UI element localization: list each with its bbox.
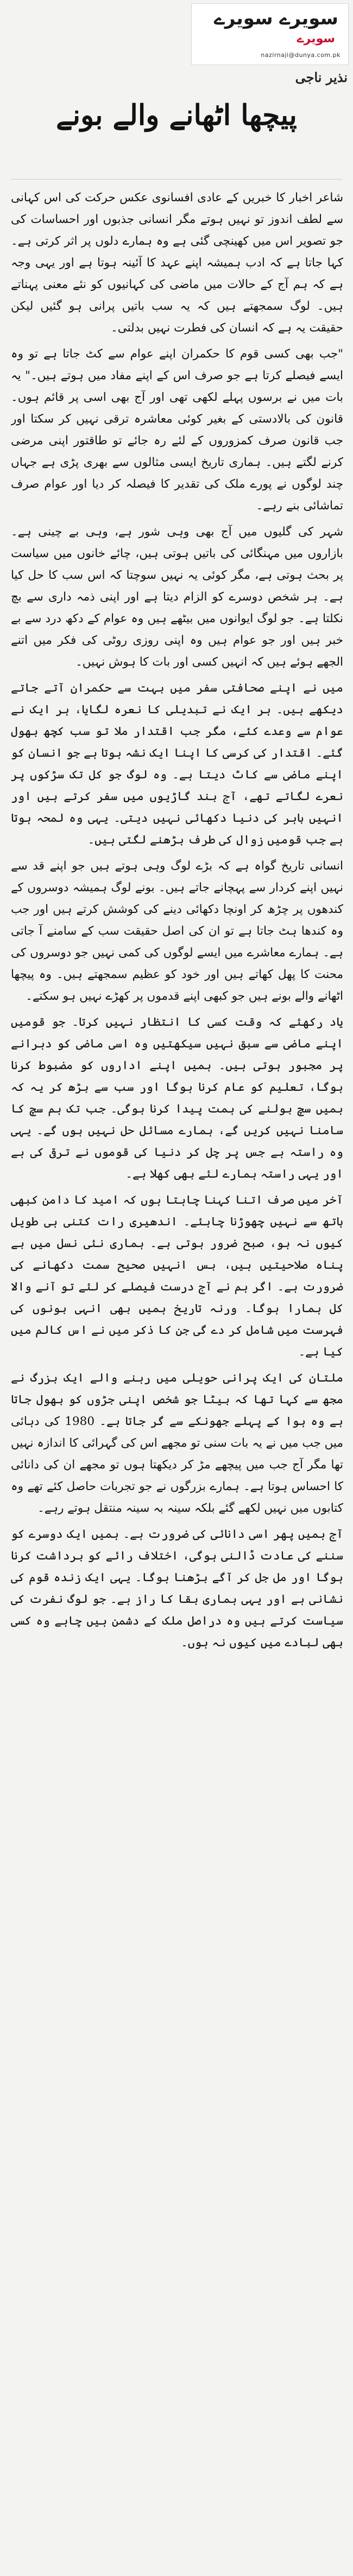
header-divider [11,179,342,180]
article-paragraph: میں نے اپنے صحافتی سفر میں بہت سے حکمران آتے جاتے دیکھے ہیں۔ ہر ایک نے تبدیلی کا نعرہ لگایا، ہر ایک نے عوام سے وعدے کئے، مگر جب اقتدار ملا تو سب کچھ بھول گئے۔ اقتدار کی کرسی کا اپنا ایک نشہ ہوتا ہے جو انسان کو اپنے ماضی سے کاٹ دیتا ہے۔ وہ لوگ جو کل تک سڑکوں پر نعرے لگاتے تھے، آج بند گاڑیوں میں سفر کرتے ہیں اور انہیں باہر کی دنیا دکھائی نہیں دیتی۔ یہی وہ لمحہ ہوتا ہے جب قومیں زوال کی طرف بڑھنے لگتی ہیں۔ [11,681,343,847]
article-paragraph: آج ہمیں پھر اسی دانائی کی ضرورت ہے۔ ہمیں ایک دوسرے کو سننے کی عادت ڈالنی ہوگی، اختلاف رائے کو برداشت کرنا ہوگا اور مل جل کر آگے بڑھنا ہوگا۔ یہی ایک زندہ قوم کی نشانی ہے اور یہی ہماری بقا کا راز ہے۔ جو لوگ نفرت کی سیاست کرتے ہیں وہ دراصل ملک کے دشمن ہیں چاہے وہ کسی بھی لبادے میں کیوں نہ ہوں۔ [11,1527,343,1650]
article-paragraph: یاد رکھئے کہ وقت کسی کا انتظار نہیں کرتا۔ جو قومیں اپنے ماضی سے سبق نہیں سیکھتیں وہ اسی ماضی کو دہرانے پر مجبور ہوتی ہیں۔ ہمیں اپنے اداروں کو مضبوط کرنا ہوگا، تعلیم کو عام کرنا ہوگا اور سب سے بڑھ کر یہ کہ ہمیں سچ بولنے کی ہمت پیدا کرنا ہوگی۔ جب تک ہم سچ کا سامنا نہیں کریں گے، ہمارے مسائل حل نہیں ہوں گے۔ یہی وہ راستہ ہے جس پر چل کر دنیا کی قوموں نے ترقی کی ہے اور یہی راستہ ہمارے لئے بھی کھلا ہے۔ [11,1015,343,1181]
column-tag: سویرے [297,32,335,46]
article-paragraph: ملتان کی ایک پرانی حویلی میں رہنے والے ایک بزرگ نے مجھ سے کہا تھا کہ بیٹا جو شخص اپنی جڑوں کو بھول جاتا ہے وہ ہوا کے پہلے جھونکے سے گر جاتا ہے۔ 1980 کی دہائی میں جب میں نے یہ بات سنی تو مجھے اس کی گہرائی کا اندازہ نہیں تھا مگر آج جب میں پیچھے مڑ کر دیکھتا ہوں تو مجھے ان کی دانائی کا احساس ہوتا ہے۔ ہمارے بزرگوں نے جو تجربات حاصل کئے تھے وہ کتابوں میں نہیں لکھے گئے بلکہ سینہ بہ سینہ منتقل ہوتے رہے۔ [11,1371,343,1515]
article-paragraph: شہر کی گلیوں میں آج بھی وہی شور ہے، وہی بے چینی ہے۔ بازاروں میں مہنگائی کی باتیں ہوتی ہیں، چائے خانوں میں سیاست پر بحث ہوتی ہے، مگر کوئی یہ نہیں سوچتا کہ اس سب کا حل کیا ہے۔ ہر شخص دوسرے کو الزام دیتا ہے اور اپنی ذمہ داری سے بچ نکلتا ہے۔ جو لوگ ایوانوں میں بیٹھے ہیں وہ عوام کے دکھ درد سے بے خبر ہیں اور جو عوام ہیں وہ اپنی روزی روٹی کی فکر میں اتنے الجھے ہوئے ہیں کہ انہیں کسی اور بات کا ہوش نہیں۔ [11,525,343,669]
article-title: پیچھا اٹھانے والے بونے [56,99,297,132]
article-paragraph: آخر میں صرف اتنا کہنا چاہتا ہوں کہ امید کا دامن کبھی ہاتھ سے نہیں چھوڑنا چاہئے۔ اندھیری رات کتنی ہی طویل کیوں نہ ہو، صبح ضرور ہوتی ہے۔ ہماری نئی نسل میں بے پناہ صلاحیتیں ہیں، بس انہیں صحیح سمت دکھانے کی ضرورت ہے۔ اگر ہم نے آج درست فیصلے کر لئے تو آنے والا کل ہمارا ہوگا۔ ورنہ تاریخ ہمیں بھی انہی بونوں کی فہرست میں شامل کر دے گی جن کا ذکر میں نے اس کالم میں کیا ہے۔ [11,1193,343,1359]
article-body [11,187,343,2568]
author-email[interactable]: nazirnaji@dunya.com.pk [261,52,341,59]
column-logo [191,3,349,65]
article-paragraph: "جب بھی کسی قوم کا حکمران اپنے عوام سے کٹ جاتا ہے تو وہ ایسے فیصلے کرتا ہے جو صرف اس کے اپنے مفاد میں ہوتے ہیں۔" یہ بات میں نے برسوں پہلے لکھی تھی اور آج بھی اسی پر قائم ہوں۔ قانون کی بالادستی کے بغیر کوئی معاشرہ ترقی نہیں کر سکتا اور جب قانون صرف کمزوروں کے لئے رہ جائے تو طاقتور اپنی مرضی کرنے لگتے ہیں۔ ہماری تاریخ ایسی مثالوں سے بھری پڑی ہے جہاں چند لوگوں نے پورے ملک کی تقدیر کا فیصلہ کر دیا اور عوام صرف تماشائی بنے رہے۔ [11,347,343,513]
column-name: سویرے سویرے [213,8,338,29]
article-paragraph: انسانی تاریخ گواہ ہے کہ بڑے لوگ وہی ہوتے ہیں جو اپنے قد سے نہیں اپنے کردار سے پہچانے جاتے ہیں۔ بونے لوگ ہمیشہ دوسروں کے کندھوں پر چڑھ کر اونچا دکھائی دینے کی کوشش کرتے ہیں اور جب وہ کندھا ہٹ جاتا ہے تو ان کی اصل حقیقت سب کے سامنے آ جاتی ہے۔ ہمارے معاشرے میں ایسے لوگوں کی کمی نہیں جو دوسروں کی محنت کا پھل کھاتے ہیں اور خود کو عظیم سمجھتے ہیں۔ وہ پیچھا اٹھانے والے بونے ہیں جو کبھی اپنے قدموں پر کھڑے نہیں ہو سکتے۔ [11,859,343,1003]
article-paragraph: شاعر اخبار کا خبریں کے عادی افسانوی عکس حرکت کی اس کہانی سے لطف اندوز تو نہیں ہوتے مگر انسانی جذبوں اور احساسات کی جو تصویر اس میں کھینچی گئی ہے وہ ہمارے دلوں پر اثر کرتی ہے۔ کہا جاتا ہے کہ ادب ہمیشہ اپنے عہد کا آئینہ ہوتا ہے اور یہی وجہ ہے کہ ہم آج کے حالات میں ماضی کی کہانیوں کو نئے معنی پہناتے ہیں۔ لوگ سمجھتے ہیں کہ یہ سب باتیں پرانی ہو گئیں لیکن حقیقت یہ ہے کہ انسان کی فطرت نہیں بدلتی۔ [11,191,343,335]
author-name: نذیر ناجی [295,69,348,85]
